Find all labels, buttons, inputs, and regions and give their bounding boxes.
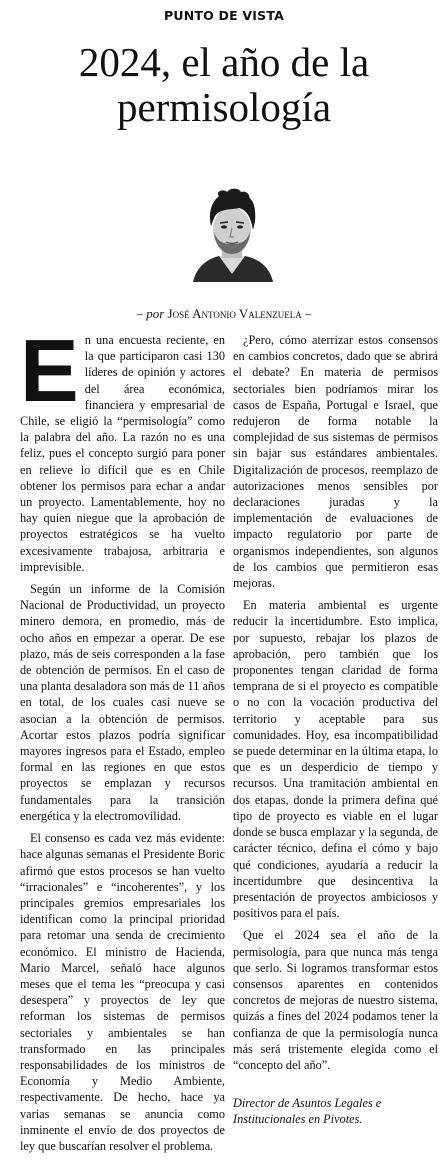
drop-cap: E	[20, 321, 79, 420]
section-kicker: PUNTO DE VISTA	[164, 8, 284, 23]
article-column-right	[233, 332, 438, 1134]
paragraph-text: n una encuesta reciente, en la que participaron casi 130 líderes de opinión y actores del área económica, financiera y empresarial de Chile, se eligió la “permisología” como la palabra del año. La razón no es una feliz, pues el concepto surgió para poner en relieve lo difícil que es en Chile obtener los permisos para echar a andar un proyecto. Lamentablemente, hoy no hay quien niegue que la aprobación de proyectos estratégicos se ha vuelto excesivamente trabajosa, arbitraria e imprevisible.	[20, 333, 225, 574]
article-paragraph: En materia ambiental es urgente reducir la incertidumbre. Esto implica, por supuesto, rebajar los plazos de aprobación, pero también que los proponentes tengan claridad de forma temprana de si el proyecto es compatible o no con la vocación productiva del territorio y aceptable para sus comunidades. Hoy, esa incompatibilidad se puede determinar en la última etapa, lo que es un desperdicio de tiempo y recursos. Una tramitación ambiental en dos etapas, donde la primera defina qué tipo de proyecto es viable en el lugar donde se busca emplazar y la segunda, de carácter técnico, defina el cómo y bajo qué condiciones, ayudaría a reducir la incertidumbre que desincentiva la presentación de proyectos ambiciosos y positivos para el país.	[233, 598, 438, 921]
article-paragraph: ¿Pero, cómo aterrizar estos consensos en cambios concretos, dado que se abrirá el debate? En materia de permisos sectoriales bien podríamos mirar los casos de España, Portugal e Israel, que redujeron de forma notable la complejidad de sus sistemas de permisos sin bajar sus estándares ambientales. Digitalización de procesos, reemplazo de autorizaciones menos sensibles por declaraciones juradas y la implementación de evaluaciones de impacto regulatorio por parte de organismos independientes, son algunos de los cambios que permitieron esas mejoras.	[233, 333, 438, 591]
article-paragraph: El consenso es cada vez más evidente: hace algunas semanas el Presidente Boric afirmó que estos procesos se han vuelto “irracionales” e “incoherentes”, y los principales gremios empresariales los identifican como la principal prioridad para retomar una senda de crecimiento económico. El ministro de Hacienda, Mario Marcel, señaló hace algunos meses que el tema les “preocupa y casi desespera” y proyectos de ley que reforman los sistemas de permisos sectoriales y ambientales se han transformado en las principales responsabilidades de los ministros de Economía y Medio Ambiente, respectivamente. De hecho, hace ya varias semanas se anuncia como inminente el envío de dos proyectos de ley que buscarían resolver el problema.	[20, 831, 225, 1153]
author-portrait	[189, 186, 275, 282]
article-column-left	[20, 321, 225, 1160]
article-headline: 2024, el año de la permisología	[78, 39, 370, 130]
byline-suffix: –	[305, 306, 312, 321]
article-paragraph: Según un informe de la Comisión Nacional de Productividad, un proyecto minero demora, en promedio, más de ocho años en empezar a operar. De ese plazo, más de seis corresponden a la fase de obtención de permisos. En el caso de una planta desaladora son más de 11 años en total, de los cuales casi nueve se asocian a la obtención de permisos. Acortar estos plazos podría significar mayores ingresos para el Estado, empleo formal en las regiones en que estos proyectos se emplazan y recursos fundamentales para la transición energética y la electromovilidad.	[20, 582, 225, 823]
article-paragraph: Que el 2024 sea el año de la permisología, para que nunca más tenga que serlo. Si logramos transformar estos consensos aparentes en contenidos concretos de mejoras de nuestro sistema, quizás a fines del 2024 podamos tener la confianza de que la permisología nunca más será tristemente elegida como el “concepto del año”.	[233, 928, 438, 1072]
byline-prefix: – por	[136, 306, 165, 321]
author-name: José Antonio Valenzuela	[167, 306, 302, 321]
byline	[0, 306, 448, 322]
article-paragraph	[20, 321, 225, 575]
author-signature: Director de Asuntos Legales e Institucionales en Pivotes.	[233, 1096, 382, 1127]
